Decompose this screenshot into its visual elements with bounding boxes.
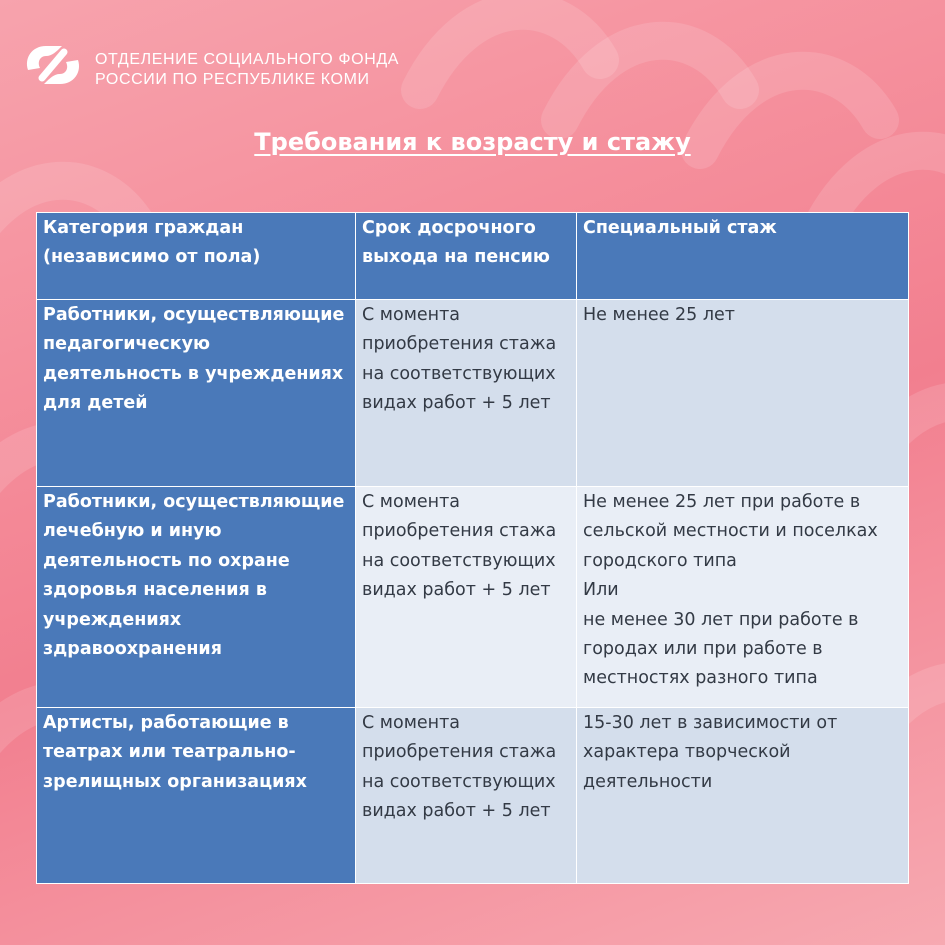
row-experience <box>577 487 909 708</box>
row-category: Работники, осуществляющие лечебную и иную деятельность по охране здоровья населения в учреждениях здравоохранения <box>37 487 356 708</box>
experience-line: не менее 30 лет при работе в городах или при работе в местностях разного типа <box>583 609 859 689</box>
org-name-line1: ОТДЕЛЕНИЕ СОЦИАЛЬНОГО ФОНДА <box>95 51 400 68</box>
table-row <box>37 487 909 708</box>
row-experience: Не менее 25 лет <box>577 300 909 487</box>
sfr-logo-icon <box>22 40 84 90</box>
row-term: С момента приобретения стажа на соответствующих видах работ + 5 лет <box>356 708 577 884</box>
organization-name <box>95 50 399 90</box>
experience-line: Или <box>583 580 619 601</box>
header-term: Срок досрочного выхода на пенсию <box>356 213 577 300</box>
row-experience: 15-30 лет в зависимости от характера творческой деятельности <box>577 708 909 884</box>
header-category: Категория граждан (независимо от пола) <box>37 213 356 300</box>
row-category: Артисты, работающие в театрах или театрально-зрелищных организациях <box>37 708 356 884</box>
row-term: С момента приобретения стажа на соответствующих видах работ + 5 лет <box>356 487 577 708</box>
row-term: С момента приобретения стажа на соответствующих видах работ + 5 лет <box>356 300 577 487</box>
table-header-row <box>37 213 909 300</box>
table-row <box>37 708 909 884</box>
table-row <box>37 300 909 487</box>
row-category: Работники, осуществляющие педагогическую деятельность в учреждениях для детей <box>37 300 356 487</box>
experience-line: Не менее 25 лет при работе в сельской местности и поселках городского типа <box>583 492 878 571</box>
header-experience: Специальный стаж <box>577 213 909 300</box>
org-name-line2: РОССИИ ПО РЕСПУБЛИКЕ КОМИ <box>95 71 370 88</box>
requirements-table <box>36 212 909 884</box>
page-title: Требования к возрасту и стажу <box>254 128 691 156</box>
